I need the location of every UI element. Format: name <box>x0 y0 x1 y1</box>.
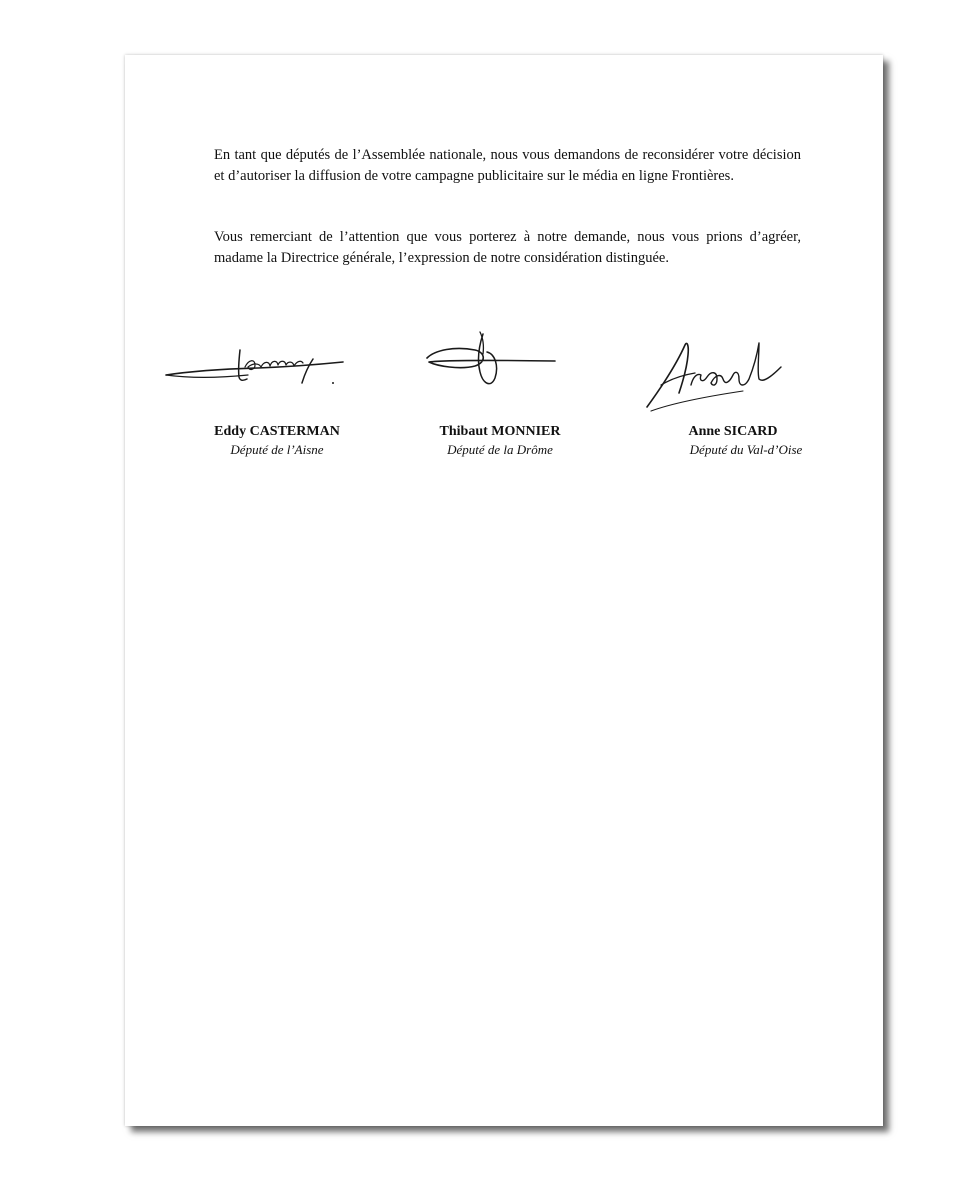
document-page <box>125 55 883 1126</box>
signature-sicard <box>643 335 788 415</box>
signatory-role: Député de la Drôme <box>447 442 553 457</box>
signatory-role: Député de l’Aisne <box>230 442 324 457</box>
letter-paragraph-2: Vous remerciant de l’attention que vous porterez à notre demande, nous vous prions d’agréer, madame la Directrice générale, l’expression de notre considération distinguée. <box>214 229 801 266</box>
signatory-name: Eddy CASTERMAN <box>214 424 340 439</box>
signatory-name: Thibaut MONNIER <box>439 424 561 439</box>
signatory-sicard <box>613 423 853 458</box>
signatory-casterman <box>157 423 397 458</box>
signatory-monnier <box>380 423 620 458</box>
signature-casterman <box>163 345 353 395</box>
signatory-name: Anne SICARD <box>688 424 778 439</box>
signature-monnier <box>425 328 560 393</box>
letter-paragraph-1: En tant que députés de l’Assemblée nationale, nous vous demandons de reconsidérer votre décision et d’autoriser la diffusion de votre campagne publicitaire sur le média en ligne Frontières. <box>214 147 801 184</box>
signatory-role: Député du Val-d’Oise <box>689 442 803 457</box>
